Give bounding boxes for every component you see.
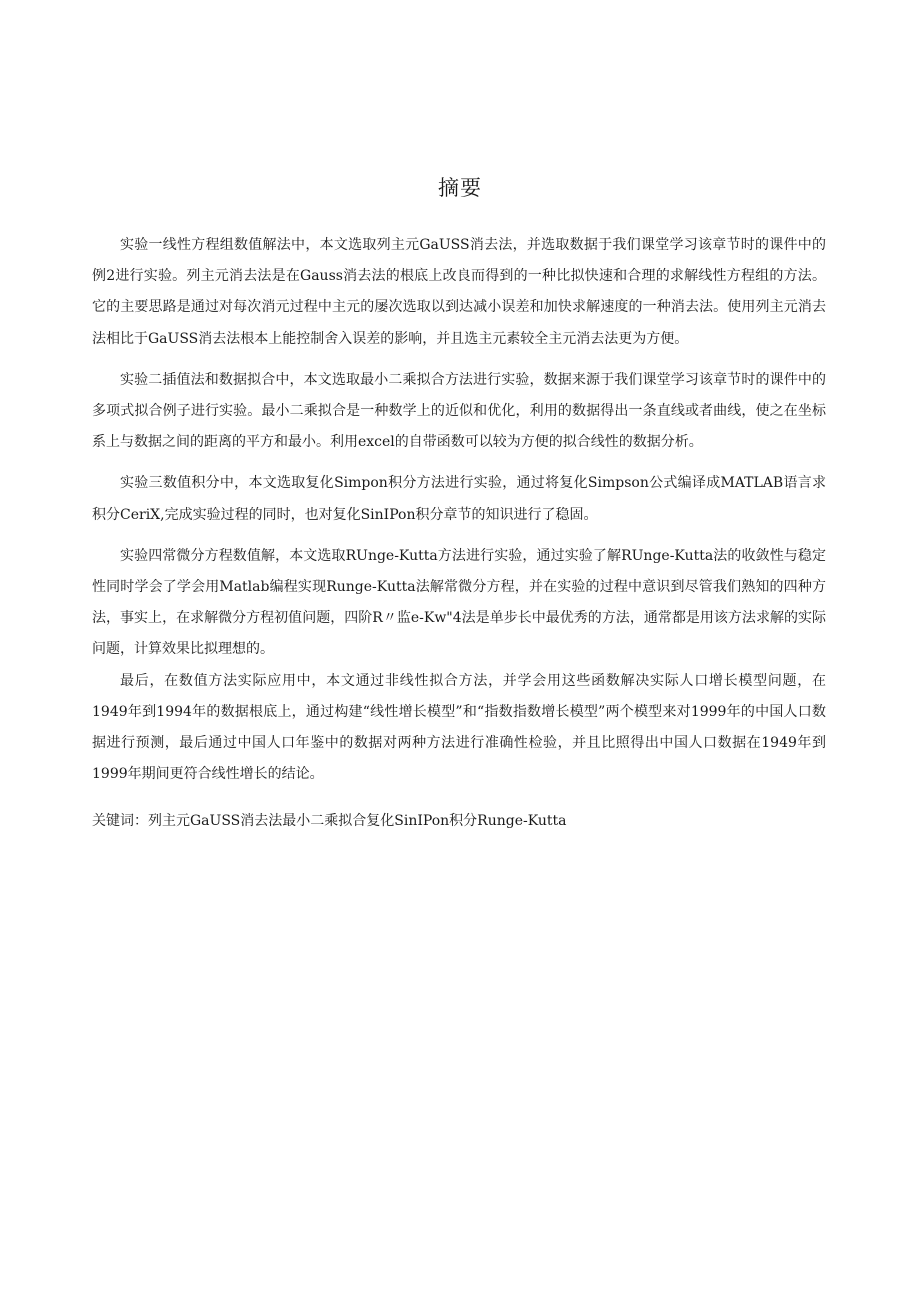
paragraph-experiment-2: 实验二插值法和数据拟合中，本文选取最小二乘拟合方法进行实验，数据来源于我们课堂学习该章节时的课件中的多项式拟合例子进行实验。最小二乘拟合是一种数学上的近似和优化，利用的数据得出一条直线或者曲线，使之在坐标系上与数据之间的距离的平方和最小。利用excel的自带函数可以较为方便的拟合线性的数据分析。 bbox=[92, 371, 826, 451]
abstract-body bbox=[92, 230, 826, 837]
paragraph-conclusion: 最后，在数值方法实际应用中，本文通过非线性拟合方法，并学会用这些函数解决实际人口增长模型问题，在1949年到1994年的数据根底上，通过构建“线性增长模型”和“指数指数增长模型”两个模型来对1999年的中国人口数据进行预测，最后通过中国人口年鉴中的数据对两种方法进行准确性检验，并且比照得出中国人口数据在1949年到1999年期间更符合线性增长的结论。 bbox=[92, 672, 826, 783]
page-title: 摘要 bbox=[438, 176, 482, 200]
paragraph-experiment-1: 实验一线性方程组数值解法中，本文选取列主元GaUSS消去法，并选取数据于我们课堂学习该章节时的课件中的例2进行实验。列主元消去法是在Gauss消去法的根底上改良而得到的一种比拟快速和合理的求解线性方程组的方法。它的主要思路是通过对每次消元过程中主元的屡次选取以到达减小误差和加快求解速度的一种消去法。使用列主元消去法相比于GaUSS消去法根本上能控制舍入误差的影响，并且选主元素较全主元消去法更为方便。 bbox=[92, 237, 826, 347]
paragraph-experiment-4: 实验四常微分方程数值解，本文选取RUnge-Kutta方法进行实验，通过实验了解RUnge-Kutta法的收敛性与稳定性同时学会了学会用Matlab编程实现Runge-Kutta法解常微分方程，并在实验的过程中意识到尽管我们熟知的四种方法，事实上，在求解微分方程初值问题，四阶R〃监e-Kw"4法是单步长中最优秀的方法，通常都是用该方法求解的实际问题，计算效果比拟理想的。 bbox=[92, 547, 826, 658]
keywords-line: 关键词：列主元GaUSS消去法最小二乘拟合复化SinIPon积分Runge-Kutta bbox=[92, 813, 567, 830]
paragraph-experiment-3: 实验三数值积分中，本文选取复化Simpon积分方法进行实验，通过将复化Simpson公式编译成MATLAB语言求积分CeriX,完成实验过程的同时，也对复化SinIPon积分章节的知识进行了稳固。 bbox=[92, 475, 826, 523]
